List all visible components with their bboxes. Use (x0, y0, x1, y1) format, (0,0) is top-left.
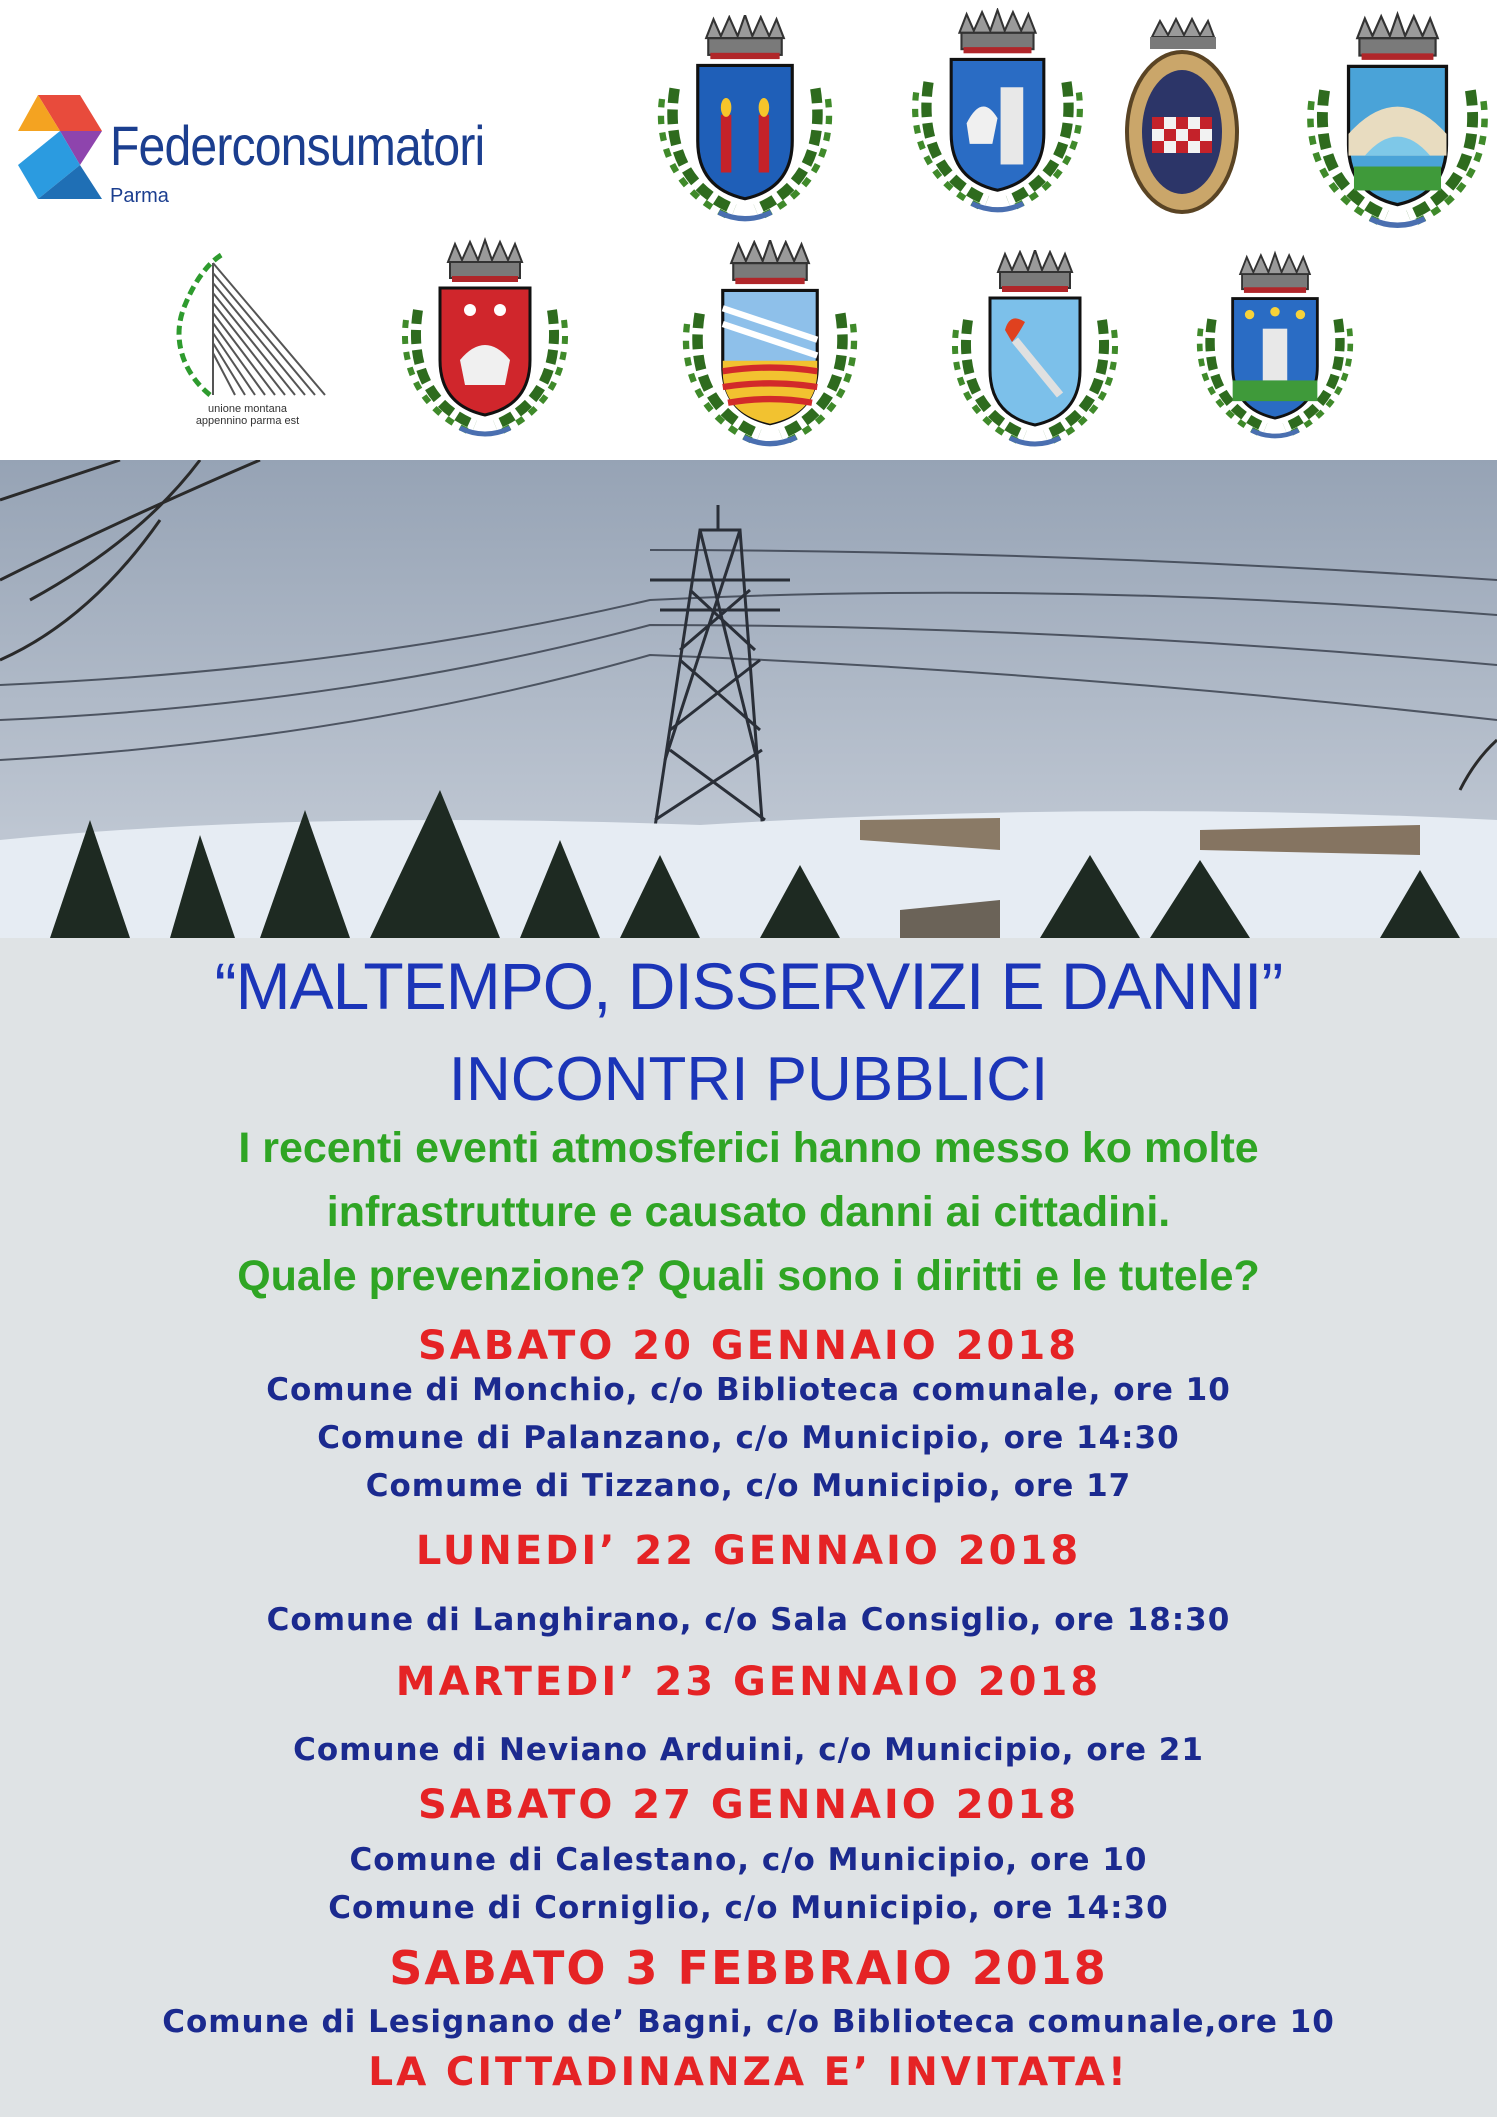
header-logos (0, 0, 1497, 460)
closing-invitation: LA CITTADINANZA E’ INVITATA! (368, 2050, 1129, 2095)
intro-line-3: Quale prevenzione? Quali sono i diritti e le tutele? (237, 1252, 1260, 1300)
pylon-landscape-image (0, 460, 1497, 938)
event-place: Comume di Tizzano, c/o Municipio, ore 17 (365, 1468, 1132, 1504)
event-place: Comune di Langhirano, c/o Sala Consiglio, ore 18:30 (266, 1602, 1231, 1638)
crest-8-icon (1195, 250, 1355, 445)
crest-4-icon (1305, 8, 1490, 238)
crest-2-icon (910, 8, 1085, 218)
crest-3-icon (1122, 12, 1242, 222)
winter-pylon-photo (0, 460, 1497, 938)
federconsumatori-name: Federconsumatori (110, 114, 485, 177)
page-title: “MALTEMPO, DISSERVIZI E DANNI” (214, 949, 1283, 1023)
crest-1-icon (650, 15, 840, 225)
announcement-panel (0, 938, 1497, 2117)
event-date: SABATO 20 GENNAIO 2018 (417, 1323, 1080, 1369)
event-place: Comune di Neviano Arduini, c/o Municipio, ore 21 (293, 1732, 1204, 1768)
event-place: Comune di Corniglio, c/o Municipio, ore 14:30 (328, 1890, 1169, 1926)
event-date: SABATO 27 GENNAIO 2018 (417, 1782, 1080, 1828)
page-subtitle: INCONTRI PUBBLICI (448, 1045, 1049, 1114)
crest-6-icon (680, 240, 860, 450)
crest-5-icon (400, 235, 570, 445)
event-place: Comune di Lesignano de’ Bagni, c/o Biblioteca comunale,ore 10 (162, 2004, 1335, 2040)
federconsumatori-mark-icon (18, 95, 102, 199)
unione-montana-line1: unione montana (208, 403, 287, 415)
federconsumatori-city: Parma (110, 185, 169, 207)
unione-montana-line2: appennino parma est (195, 415, 300, 427)
event-place: Comune di Palanzano, c/o Municipio, ore 14:30 (317, 1420, 1180, 1456)
event-place: Comune di Calestano, c/o Municipio, ore 10 (349, 1842, 1148, 1878)
crest-7-icon (950, 250, 1120, 450)
unione-montana-text (165, 403, 330, 427)
intro-line-1: I recenti eventi atmosferici hanno messo ko molte (238, 1124, 1259, 1172)
unione-montana-tree-icon (165, 245, 330, 400)
unione-montana-logo (165, 245, 330, 430)
event-date: LUNEDI’ 22 GENNAIO 2018 (415, 1528, 1082, 1574)
event-date: SABATO 3 FEBBRAIO 2018 (389, 1941, 1108, 1995)
event-date: MARTEDI’ 23 GENNAIO 2018 (395, 1659, 1102, 1705)
federconsumatori-logo (18, 95, 498, 205)
intro-line-2: infrastrutture e causato danni ai cittadini. (326, 1188, 1171, 1236)
event-place: Comune di Monchio, c/o Biblioteca comunale, ore 10 (266, 1372, 1231, 1408)
